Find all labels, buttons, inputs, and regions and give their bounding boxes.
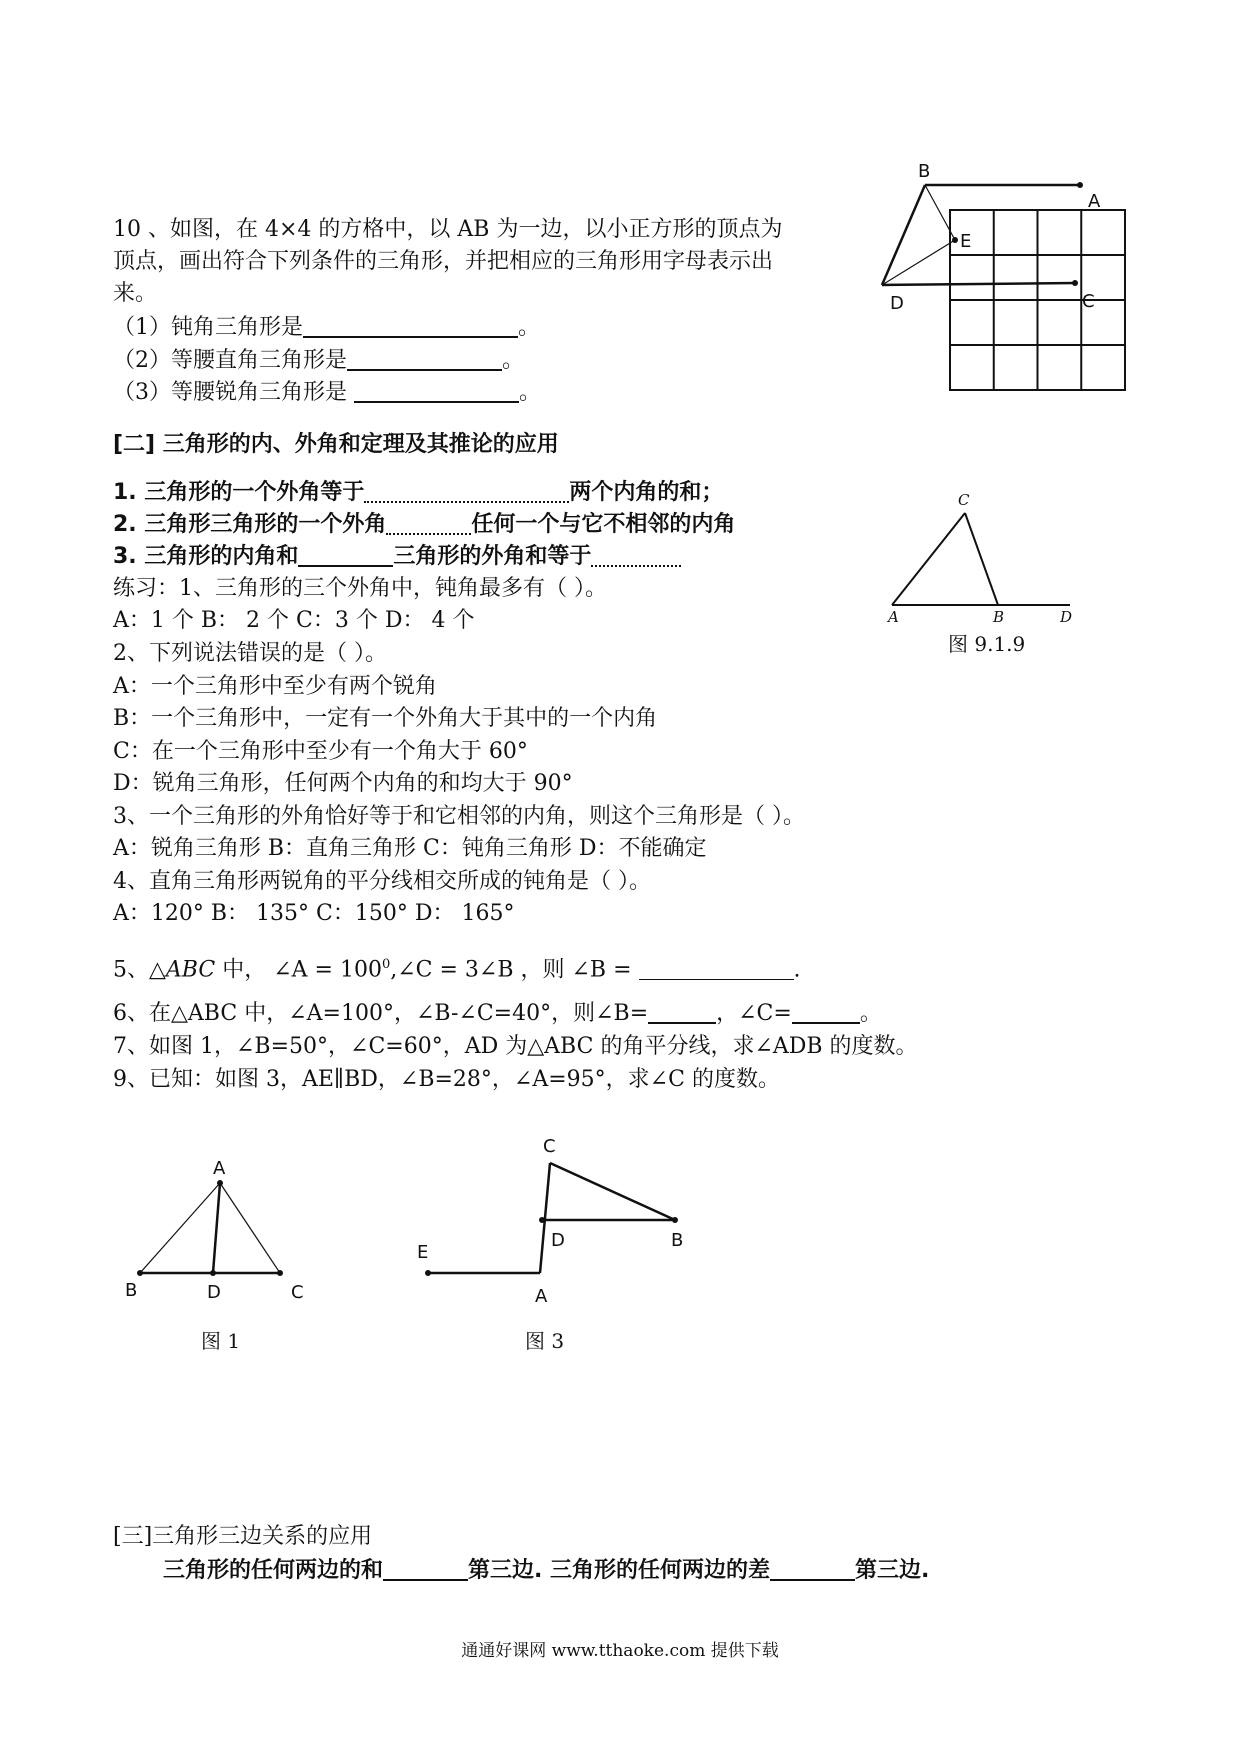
fig1-label-b: B [125, 1280, 138, 1301]
section2-title: [二] 三角形的内、外角和定理及其推论的应用 [113, 432, 559, 457]
fig919-caption: 图 9.1.9 [948, 632, 1026, 656]
section3-line [163, 1556, 929, 1586]
practice-q2-option-c: C：在一个三角形中至少有一个角大于 60° [113, 739, 528, 764]
fig919-label-b: B [993, 608, 1005, 626]
section2-s2-a: 2. 三角形三角形的一个外角 [113, 512, 387, 537]
practice-q6-b: ，∠C= [716, 1001, 792, 1026]
practice-q6-end: 。 [859, 1001, 882, 1026]
answer-blank[interactable] [770, 1557, 855, 1581]
practice-q5-c: ,∠C = 3∠B ，则 ∠B = [390, 957, 632, 983]
grid-label-b: B [918, 161, 931, 182]
answer-blank[interactable] [639, 957, 794, 980]
practice-q6 [113, 999, 882, 1029]
fig1-label-c: C [291, 1282, 304, 1303]
fig1-label-a: A [213, 1158, 226, 1179]
grid-label-d: D [890, 293, 904, 314]
practice-q3: 3、一个三角形的外角恰好等于和它相邻的内角，则这个三角形是（ ）。 [113, 804, 805, 829]
fig919-label-d: D [1060, 608, 1073, 626]
section2-s1-a: 1. 三角形的一个外角等于 [113, 480, 365, 505]
fig3-label-a: A [535, 1286, 548, 1305]
practice-q5-a: 5、△ [113, 957, 166, 983]
practice-q5-b: 中， ∠A = 100 [215, 957, 382, 983]
answer-blank[interactable] [383, 1557, 468, 1581]
answer-blank[interactable] [347, 347, 502, 371]
q10-item1 [113, 313, 540, 343]
q10-item3-text: （3）等腰锐角三角形是 [113, 380, 347, 405]
practice-q2-option-b: B：一个三角形中，一定有一个外角大于其中的一个内角 [113, 706, 658, 731]
practice-q5-abc: ABC [165, 957, 216, 983]
q10-item3 [113, 378, 541, 408]
answer-blank[interactable] [591, 543, 681, 567]
practice-q4: 4、直角三角形两锐角的平分线相交所成的钝角是（ ）。 [113, 869, 651, 894]
fig1-label-d: D [207, 1282, 221, 1303]
grid-label-a: A [1088, 191, 1101, 212]
figure-3 [405, 1120, 700, 1305]
section2-s2 [113, 510, 735, 540]
fig3-label-e: E [417, 1242, 429, 1263]
practice-q4-options: A：120° B： 135° C：150° D： 165° [113, 901, 515, 926]
section3-line-b: 第三边. 三角形的任何两边的差 [468, 1558, 771, 1583]
practice-q2-option-a: A：一个三角形中至少有两个锐角 [113, 674, 437, 699]
grid-label-c: C [1082, 291, 1095, 312]
page-footer: 通通好课网 www.tthaoke.com 提供下载 [461, 1641, 779, 1661]
fig3-label-b: B [671, 1230, 684, 1251]
fig919-label-a: A [888, 608, 899, 626]
q10-item2-end: 。 [502, 348, 525, 373]
section2-s2-b: 任何一个与它不相邻的内角 [471, 512, 736, 537]
practice-q2: 2、下列说法错误的是（ ）。 [113, 641, 387, 666]
answer-blank[interactable] [386, 511, 471, 535]
answer-blank[interactable] [303, 314, 518, 338]
figure-9-1-9 [880, 485, 1080, 630]
practice-q1: 练习：1、三角形的三个外角中，钝角最多有（ ）。 [113, 576, 607, 601]
practice-q5-end: . [793, 957, 801, 983]
grid-figure [860, 155, 1140, 405]
section2-s3 [113, 542, 681, 572]
fig3-label-c: C [543, 1136, 556, 1157]
answer-blank[interactable] [792, 1000, 860, 1024]
grid-label-e: E [960, 231, 972, 252]
practice-q5-sup: 0 [381, 957, 391, 972]
q10-item1-end: 。 [518, 315, 541, 340]
section3-line-a: 三角形的任何两边的和 [163, 1558, 384, 1583]
section2-s1 [113, 478, 723, 508]
fig3-caption: 图 3 [525, 1329, 565, 1353]
figure-1 [115, 1148, 320, 1303]
q10-item1-text: （1）钝角三角形是 [113, 315, 303, 340]
section3-title: [三]三角形三边关系的应用 [113, 1524, 373, 1549]
practice-q1-options: A：1 个 B： 2 个 C：3 个 D： 4 个 [113, 608, 475, 633]
answer-blank[interactable] [298, 543, 393, 567]
practice-q6-a: 6、在△ABC 中，∠A=100°，∠B-∠C=40°，则∠B= [113, 1001, 649, 1026]
practice-q2-option-d: D：锐角三角形，任何两个内角的和均大于 90° [113, 771, 573, 796]
answer-blank[interactable] [648, 1000, 716, 1024]
section2-s1-b: 两个内角的和； [569, 480, 724, 505]
practice-q3-options: A：锐角三角形 B：直角三角形 C：钝角三角形 D：不能确定 [113, 836, 707, 861]
practice-q5 [113, 950, 801, 985]
section3-line-c: 第三边. [855, 1558, 930, 1583]
q10-line3: 来。 [113, 281, 158, 306]
answer-blank[interactable] [354, 379, 519, 403]
q10-item3-end: 。 [519, 380, 542, 405]
fig3-label-d: D [551, 1230, 565, 1251]
answer-blank[interactable] [364, 479, 569, 503]
practice-q9: 9、已知：如图 3，AE∥BD，∠B=28°，∠A=95°，求∠C 的度数。 [113, 1067, 780, 1092]
practice-q7: 7、如图 1，∠B=50°，∠C=60°，AD 为△ABC 的角平分线，求∠ADB 的度数。 [113, 1034, 918, 1059]
section2-s3-b: 三角形的外角和等于 [393, 544, 592, 569]
fig1-caption: 图 1 [201, 1329, 241, 1353]
q10-line2: 顶点，画出符合下列条件的三角形，并把相应的三角形用字母表示出 [113, 249, 774, 274]
q10-item2 [113, 346, 524, 376]
fig919-label-c: C [958, 491, 970, 509]
q10-item2-text: （2）等腰直角三角形是 [113, 348, 347, 373]
section2-s3-a: 3. 三角形的内角和 [113, 544, 299, 569]
q10-line1: 10 、如图，在 4×4 的方格中，以 AB 为一边，以小正方形的顶点为 [113, 217, 783, 242]
